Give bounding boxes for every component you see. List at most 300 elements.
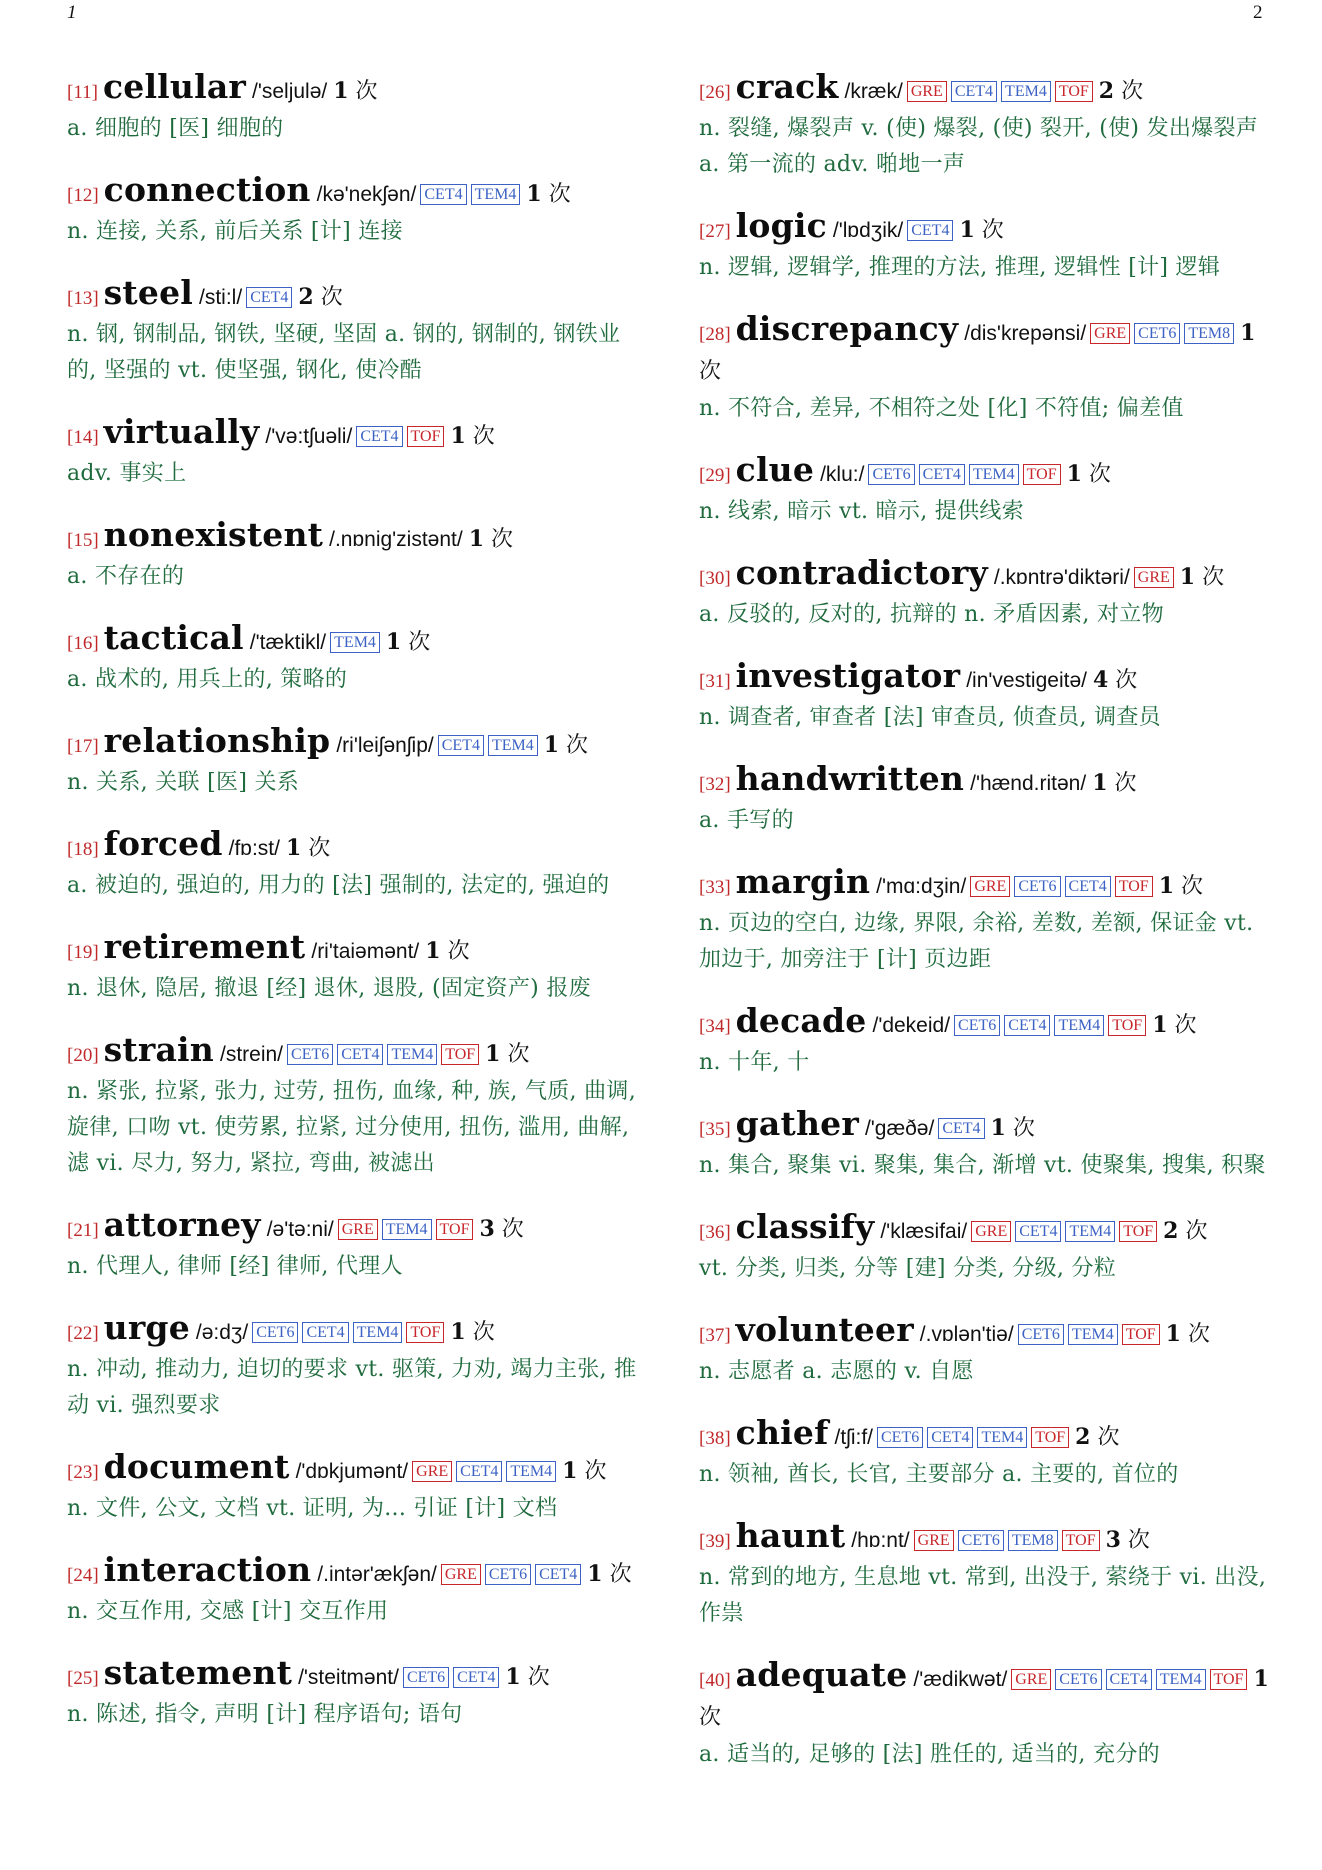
frequency-count: 1	[1152, 1012, 1168, 1038]
vocab-entry	[699, 554, 1269, 633]
page-number-left: 1	[67, 2, 77, 23]
entry-number: [21]	[67, 1220, 99, 1241]
entry-number: [12]	[67, 185, 99, 206]
phonetic: /.kɒntrə'diktəri/	[993, 566, 1130, 589]
headword: document	[103, 1447, 290, 1486]
entry-head	[67, 171, 637, 214]
definition: n. 交互作用, 交感 [计] 交互作用	[67, 1599, 389, 1624]
exam-tag-tem4: TEM4	[506, 1461, 556, 1482]
definition: a. 手写的	[699, 808, 794, 833]
definition: a. 反驳的, 反对的, 抗辩的 n. 矛盾因素, 对立物	[699, 602, 1164, 627]
frequency-count: 2	[1163, 1218, 1179, 1244]
entry-head	[67, 1551, 637, 1594]
phonetic: /.vɒlən'tiə/	[919, 1323, 1014, 1346]
headword: logic	[735, 206, 827, 245]
vocab-entry	[699, 1208, 1269, 1287]
definition: n. 调查者, 审查者 [法] 审查员, 侦查员, 调查员	[699, 705, 1161, 730]
headword: crack	[735, 67, 839, 106]
phonetic: /.intər'ækʃən/	[317, 1563, 437, 1586]
frequency	[450, 1320, 494, 1345]
exam-tag-cet4: CET4	[356, 426, 402, 447]
entry-head	[67, 68, 637, 111]
entry-head	[67, 1206, 637, 1249]
definition: n. 退休, 隐居, 撤退 [经] 退休, 退股, (固定资产) 报废	[67, 976, 591, 1001]
entry-head	[67, 619, 637, 662]
frequency-count: 1	[333, 78, 349, 104]
frequency-unit: 次	[1012, 1116, 1035, 1141]
frequency-unit: 次	[527, 1665, 550, 1690]
headword: clue	[735, 450, 815, 489]
frequency-count: 1	[468, 526, 485, 552]
frequency-unit: 次	[1202, 565, 1225, 590]
definition: n. 不符合, 差异, 不相符之处 [化] 不符值; 偏差值	[699, 396, 1184, 421]
vocab-entry	[699, 863, 1269, 978]
vocab-entry	[699, 760, 1269, 839]
definition: n. 关系, 关联 [医] 关系	[67, 770, 300, 795]
phonetic: /kræk/	[844, 80, 903, 103]
entry-number: [27]	[699, 221, 731, 242]
exam-tag-gre: GRE	[338, 1219, 378, 1240]
frequency	[1152, 1013, 1196, 1038]
vocab-entry	[699, 1002, 1269, 1081]
exam-tag-cet4: CET4	[535, 1564, 581, 1585]
definition: n. 十年, 十	[699, 1050, 810, 1075]
entry-number: [40]	[699, 1670, 731, 1691]
entry-number: [22]	[67, 1323, 99, 1344]
frequency-unit: 次	[491, 527, 514, 552]
entry-head	[699, 863, 1269, 906]
definition: n. 线索, 暗示 vt. 暗示, 提供线索	[699, 499, 1024, 524]
phonetic: /tʃi:f/	[834, 1426, 873, 1449]
entry-head	[699, 760, 1269, 803]
frequency	[991, 1116, 1035, 1141]
vocab-entry	[699, 1414, 1269, 1493]
exam-tag-cet4: CET4	[951, 81, 997, 102]
definition: n. 文件, 公文, 文档 vt. 证明, 为... 引证 [计] 文档	[67, 1496, 558, 1521]
frequency-unit: 次	[584, 1459, 607, 1484]
frequency-unit: 次	[447, 939, 470, 964]
phonetic: /dis'krepənsi/	[964, 322, 1087, 345]
frequency	[1106, 1528, 1150, 1553]
vocab-entry	[67, 619, 637, 698]
entry-head	[67, 825, 637, 868]
exam-tag-cet6: CET6	[485, 1564, 531, 1585]
frequency-unit: 次	[1088, 462, 1111, 487]
exam-tag-tem4: TEM4	[1156, 1669, 1206, 1690]
exam-tag-tem8: TEM8	[1184, 323, 1234, 344]
phonetic: /.nɒnig'zistənt/	[329, 528, 463, 551]
exam-tag-tof: TOF	[1031, 1427, 1069, 1448]
frequency-count: 1	[1092, 770, 1108, 796]
headword: retirement	[103, 927, 306, 966]
frequency-count: 1	[526, 181, 542, 207]
vocab-entry	[67, 171, 637, 250]
exam-tag-tof: TOF	[1023, 464, 1061, 485]
frequency-unit: 次	[501, 1217, 524, 1242]
exam-tag-tof: TOF	[1115, 876, 1153, 897]
entry-head	[699, 1311, 1269, 1354]
vocab-entry	[67, 1031, 637, 1182]
frequency-count: 1	[959, 217, 975, 243]
exam-tag-tem4: TEM4	[1054, 1015, 1104, 1036]
entry-head	[699, 657, 1269, 700]
frequency-unit: 次	[548, 182, 571, 207]
frequency	[1180, 565, 1224, 590]
vocab-entry	[699, 657, 1269, 736]
definition: n. 钢, 钢制品, 钢铁, 坚硬, 坚固 a. 钢的, 钢制的, 钢铁业的, 坚强的 vt. 使坚强, 钢化, 使冷酷	[67, 322, 621, 383]
definition: a. 细胞的 [医] 细胞的	[67, 116, 284, 141]
headword: investigator	[735, 656, 961, 695]
exam-tag-cet4: CET4	[927, 1427, 973, 1448]
frequency-unit: 次	[1187, 1322, 1210, 1347]
vocab-entry	[67, 1206, 637, 1285]
frequency	[562, 1459, 606, 1484]
exam-tag-tof: TOF	[407, 426, 445, 447]
exam-tag-tem4: TEM4	[382, 1219, 432, 1240]
entry-number: [36]	[699, 1222, 731, 1243]
frequency-count: 1	[1165, 1321, 1181, 1347]
entry-number: [35]	[699, 1119, 731, 1140]
phonetic: /'steitmənt/	[298, 1666, 399, 1689]
frequency	[1075, 1425, 1119, 1450]
headword: steel	[103, 273, 194, 312]
frequency	[1093, 668, 1137, 693]
phonetic: /strein/	[219, 1043, 284, 1066]
definition: n. 页边的空白, 边缘, 界限, 余裕, 差数, 差额, 保证金 vt. 加边于, 加旁注于 [计] 页边距	[699, 911, 1254, 972]
phonetic: /'və:tʃuəli/	[265, 425, 353, 448]
headword: connection	[103, 170, 311, 209]
headword: relationship	[103, 721, 331, 760]
entry-number: [29]	[699, 465, 731, 486]
frequency	[505, 1665, 549, 1690]
frequency	[1092, 771, 1136, 796]
frequency-count: 1	[485, 1041, 501, 1067]
frequency-count: 1	[1253, 1666, 1269, 1692]
headword: nonexistent	[103, 515, 324, 554]
frequency-count: 1	[543, 732, 560, 758]
left-column	[67, 68, 637, 1733]
entry-number: [33]	[699, 877, 731, 898]
entry-number: [26]	[699, 82, 731, 103]
right-column	[699, 68, 1269, 1773]
frequency-unit: 次	[1127, 1528, 1150, 1553]
frequency-unit: 次	[981, 218, 1004, 243]
vocab-entry	[67, 1654, 637, 1733]
frequency-count: 3	[479, 1216, 495, 1242]
exam-tag-tof: TOF	[1062, 1530, 1100, 1551]
entry-head	[67, 516, 637, 559]
vocab-entry	[67, 516, 637, 595]
exam-tag-gre: GRE	[412, 1461, 452, 1482]
entry-number: [24]	[67, 1565, 99, 1586]
phonetic: /'hænd.ritən/	[970, 772, 1087, 795]
phonetic: /ə:dʒ/	[195, 1321, 249, 1344]
frequency	[298, 285, 342, 310]
headword: urge	[103, 1308, 190, 1347]
exam-tag-cet6: CET6	[877, 1427, 923, 1448]
vocab-entry	[67, 413, 637, 492]
exam-tag-tof: TOF	[1108, 1015, 1146, 1036]
exam-tag-cet6: CET6	[1014, 876, 1060, 897]
exam-tag-cet6: CET6	[1055, 1669, 1101, 1690]
exam-tag-tof: TOF	[1210, 1669, 1248, 1690]
frequency	[479, 1217, 523, 1242]
entry-head	[67, 928, 637, 971]
exam-tag-tof: TOF	[436, 1219, 474, 1240]
entry-head	[67, 413, 637, 456]
exam-tag-cet4: CET4	[246, 287, 292, 308]
entry-number: [32]	[699, 774, 731, 795]
phonetic: /'gæðə/	[864, 1117, 935, 1140]
exam-tag-cet6: CET6	[403, 1667, 449, 1688]
frequency-unit: 次	[472, 424, 495, 449]
exam-tag-cet6: CET6	[954, 1015, 1000, 1036]
vocab-entry	[699, 207, 1269, 286]
exam-tag-cet6: CET6	[287, 1044, 333, 1065]
vocab-entry	[67, 1551, 637, 1630]
definition: adv. 事实上	[67, 461, 187, 486]
exam-tag-tof: TOF	[441, 1044, 479, 1065]
frequency	[1099, 79, 1143, 104]
vocab-entry	[699, 1517, 1269, 1632]
phonetic: /'ædikwət/	[913, 1668, 1008, 1691]
entry-head	[67, 722, 637, 765]
frequency	[425, 939, 469, 964]
frequency-unit: 次	[472, 1320, 495, 1345]
exam-tag-tem4: TEM4	[969, 464, 1019, 485]
phonetic: /ə'tə:ni/	[266, 1218, 334, 1241]
exam-tag-cet4: CET4	[337, 1044, 383, 1065]
entry-head	[699, 68, 1269, 111]
entry-head	[67, 1654, 637, 1697]
definition: a. 不存在的	[67, 564, 185, 589]
entry-head	[699, 451, 1269, 494]
exam-tag-gre: GRE	[914, 1530, 954, 1551]
definition: n. 逻辑, 逻辑学, 推理的方法, 推理, 逻辑性 [计] 逻辑	[699, 255, 1221, 280]
headword: decade	[735, 1001, 867, 1040]
exam-tag-cet6: CET6	[1134, 323, 1180, 344]
vocab-entry	[67, 825, 637, 904]
entry-head	[67, 1448, 637, 1491]
headword: handwritten	[735, 759, 965, 798]
frequency	[333, 79, 377, 104]
exam-tag-gre: GRE	[441, 1564, 481, 1585]
exam-tag-cet4: CET4	[1065, 876, 1111, 897]
vocab-entry	[699, 1656, 1269, 1773]
exam-tag-cet6: CET6	[1018, 1324, 1064, 1345]
definition: n. 裂缝, 爆裂声 v. (使) 爆裂, (使) 裂开, (使) 发出爆裂声 a. 第一流的 adv. 啪地一声	[699, 116, 1259, 177]
vocab-entry	[699, 310, 1269, 427]
exam-tag-cet4: CET4	[302, 1322, 348, 1343]
frequency-count: 4	[1092, 667, 1109, 693]
definition: a. 适当的, 足够的 [法] 胜任的, 适当的, 充分的	[699, 1742, 1160, 1767]
exam-tag-cet4: CET4	[919, 464, 965, 485]
entry-number: [37]	[699, 1325, 731, 1346]
frequency	[1163, 1219, 1207, 1244]
entry-head	[699, 1656, 1269, 1737]
frequency-unit: 次	[699, 1705, 722, 1730]
headword: attorney	[103, 1205, 261, 1244]
frequency	[450, 424, 494, 449]
exam-tag-tof: TOF	[1122, 1324, 1160, 1345]
entry-head	[699, 1517, 1269, 1560]
definition: n. 领袖, 酋长, 长官, 主要部分 a. 主要的, 首位的	[699, 1462, 1179, 1487]
headword: virtually	[103, 412, 260, 451]
definition: n. 代理人, 律师 [经] 律师, 代理人	[67, 1254, 403, 1279]
vocab-entry	[699, 1311, 1269, 1390]
entry-number: [14]	[67, 427, 99, 448]
exam-tag-cet4: CET4	[938, 1118, 984, 1139]
entry-number: [20]	[67, 1045, 99, 1066]
exam-tag-tem4: TEM4	[330, 632, 380, 653]
frequency-unit: 次	[566, 733, 589, 758]
phonetic: /'klæsifai/	[880, 1220, 968, 1243]
frequency-unit: 次	[1115, 668, 1138, 693]
frequency-count: 1	[450, 423, 466, 449]
vocab-entry	[67, 68, 637, 147]
frequency-count: 3	[1105, 1527, 1121, 1553]
headword: chief	[735, 1413, 829, 1452]
frequency-unit: 次	[1097, 1425, 1120, 1450]
frequency	[469, 527, 513, 552]
definition: n. 冲动, 推动力, 迫切的要求 vt. 驱策, 力劝, 竭力主张, 推动 vi. 强烈要求	[67, 1357, 637, 1418]
headword: discrepancy	[735, 309, 959, 348]
phonetic: /'dekeid/	[872, 1014, 951, 1037]
frequency-count: 2	[1098, 78, 1115, 104]
exam-tag-gre: GRE	[971, 1221, 1011, 1242]
frequency-count: 1	[505, 1664, 521, 1690]
frequency-unit: 次	[507, 1042, 530, 1067]
frequency-count: 1	[385, 629, 402, 655]
entry-number: [16]	[67, 633, 99, 654]
exam-tag-tof: TOF	[1119, 1221, 1157, 1242]
frequency	[959, 218, 1003, 243]
frequency-count: 1	[425, 938, 441, 964]
exam-tag-tem4: TEM4	[471, 184, 521, 205]
entry-head	[699, 554, 1269, 597]
exam-tag-tem4: TEM4	[1065, 1221, 1115, 1242]
entry-head	[699, 1002, 1269, 1045]
headword: cellular	[102, 67, 247, 106]
phonetic: /hɒ:nt/	[851, 1529, 910, 1552]
entry-number: [15]	[67, 530, 99, 551]
entry-number: [11]	[67, 82, 98, 103]
exam-tag-gre: GRE	[907, 81, 947, 102]
frequency-unit: 次	[408, 630, 431, 655]
frequency-unit: 次	[355, 79, 378, 104]
headword: tactical	[103, 618, 244, 657]
frequency-count: 2	[1075, 1424, 1091, 1450]
exam-tag-cet4: CET4	[453, 1667, 499, 1688]
exam-tag-tof: TOF	[1055, 81, 1093, 102]
exam-tag-cet4: CET4	[420, 184, 466, 205]
phonetic: /kə'nekʃən/	[316, 183, 417, 206]
entry-number: [34]	[699, 1016, 731, 1037]
entry-number: [19]	[67, 942, 99, 963]
entry-number: [31]	[699, 671, 731, 692]
vocab-entry	[67, 1309, 637, 1424]
entry-number: [13]	[67, 288, 99, 309]
frequency-count: 1	[990, 1115, 1006, 1141]
definition: n. 陈述, 指令, 声明 [计] 程序语句; 语句	[67, 1702, 463, 1727]
exam-tag-tem4: TEM4	[488, 735, 538, 756]
exam-tag-cet6: CET6	[868, 464, 914, 485]
exam-tag-cet6: CET6	[252, 1322, 298, 1343]
exam-tag-gre: GRE	[1134, 567, 1174, 588]
headword: statement	[103, 1653, 293, 1692]
entry-head	[699, 207, 1269, 250]
phonetic: /'lɒdʒik/	[832, 219, 904, 242]
exam-tag-tem4: TEM4	[387, 1044, 437, 1065]
phonetic: /ri'leiʃənʃip/	[336, 734, 434, 757]
phonetic: /'dɒkjumənt/	[295, 1460, 409, 1483]
vocab-entry	[699, 68, 1269, 183]
phonetic: /'tæktikl/	[249, 631, 327, 654]
frequency	[544, 733, 588, 758]
entry-head	[699, 1208, 1269, 1251]
entry-number: [18]	[67, 839, 99, 860]
frequency-count: 1	[1066, 461, 1082, 487]
frequency-count: 1	[562, 1458, 578, 1484]
exam-tag-cet4: CET4	[1106, 1669, 1152, 1690]
headword: volunteer	[735, 1310, 914, 1349]
entry-number: [25]	[67, 1668, 99, 1689]
entry-number: [39]	[699, 1531, 731, 1552]
phonetic: /in'vestigeitə/	[966, 669, 1087, 692]
frequency	[1166, 1322, 1210, 1347]
frequency-unit: 次	[699, 359, 722, 384]
frequency-unit: 次	[320, 285, 343, 310]
frequency-unit: 次	[609, 1562, 632, 1587]
frequency-unit: 次	[1174, 1013, 1197, 1038]
exam-tag-gre: GRE	[970, 876, 1010, 897]
definition: n. 常到的地方, 生息地 vt. 常到, 出没于, 萦绕于 vi. 出没, 作祟	[699, 1565, 1267, 1626]
exam-tag-cet4: CET4	[1015, 1221, 1061, 1242]
exam-tag-cet4: CET4	[907, 220, 953, 241]
phonetic: /'mɑ:dʒin/	[876, 875, 967, 898]
exam-tag-gre: GRE	[1090, 323, 1130, 344]
definition: n. 集合, 聚集 vi. 聚集, 集合, 渐增 vt. 使聚集, 搜集, 积聚	[699, 1153, 1266, 1178]
headword: adequate	[735, 1655, 908, 1694]
frequency-count: 1	[285, 835, 302, 861]
frequency-unit: 次	[1185, 1219, 1208, 1244]
frequency	[587, 1562, 631, 1587]
frequency-count: 1	[587, 1561, 603, 1587]
frequency	[1159, 874, 1203, 899]
exam-tag-tem8: TEM8	[1008, 1530, 1058, 1551]
entry-number: [28]	[699, 324, 731, 345]
exam-tag-tem4: TEM4	[1068, 1324, 1118, 1345]
entry-number: [30]	[699, 568, 731, 589]
definition: vt. 分类, 归类, 分等 [建] 分类, 分级, 分粒	[699, 1256, 1117, 1281]
exam-tag-cet4: CET4	[456, 1461, 502, 1482]
entry-head	[67, 1309, 637, 1352]
entry-head	[67, 274, 637, 317]
frequency-count: 1	[1179, 564, 1196, 590]
definition: n. 连接, 关系, 前后关系 [计] 连接	[67, 219, 403, 244]
exam-tag-tem4: TEM4	[977, 1427, 1027, 1448]
entry-head	[699, 1414, 1269, 1457]
headword: gather	[735, 1104, 859, 1143]
exam-tag-tem4: TEM4	[353, 1322, 403, 1343]
headword: interaction	[103, 1550, 312, 1589]
definition: a. 被迫的, 强迫的, 用力的 [法] 强制的, 法定的, 强迫的	[67, 873, 610, 898]
frequency-unit: 次	[308, 836, 331, 861]
frequency-count: 2	[298, 284, 314, 310]
vocab-entry	[67, 928, 637, 1007]
vocab-entry	[699, 451, 1269, 530]
headword: strain	[103, 1030, 214, 1069]
